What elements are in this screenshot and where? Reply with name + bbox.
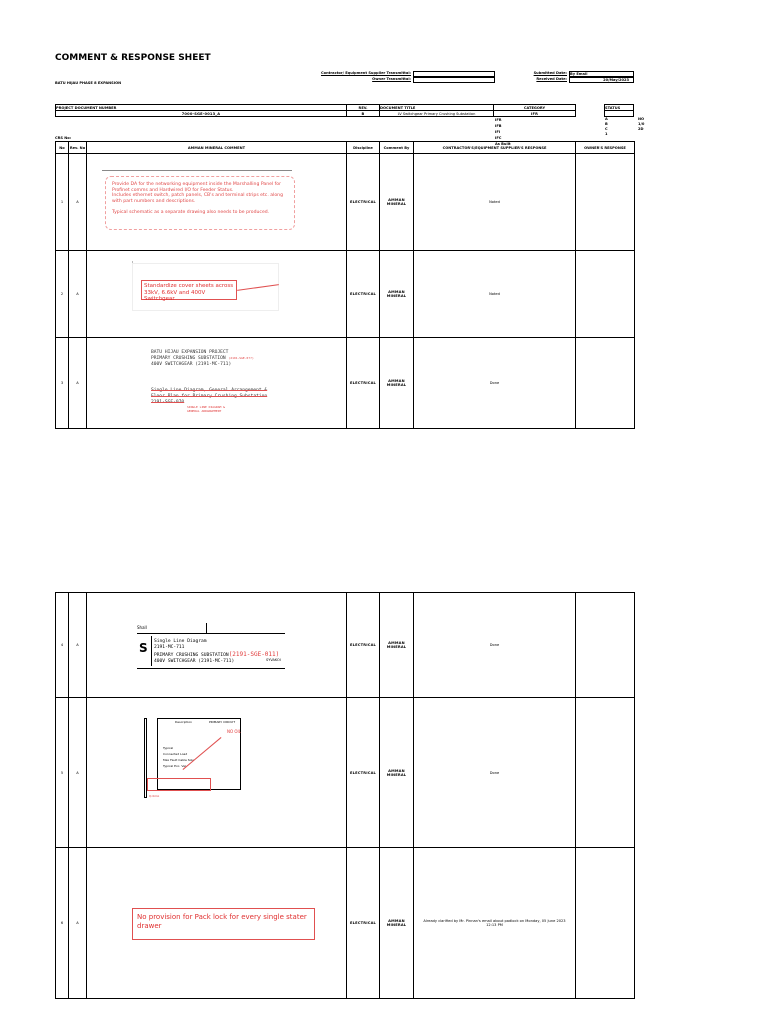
comment-text: Typical schematic as a separate drawing also needs to be produced. [112, 209, 270, 215]
comment-text: S [139, 641, 148, 655]
sheet-title: COMMENT & RESPONSE SHEET [55, 53, 211, 63]
category-option: IFC [495, 136, 502, 140]
comment-markup [132, 908, 315, 940]
row-response[interactable]: Noted [414, 251, 576, 338]
comment-table-page2 [55, 592, 635, 999]
comment-table-page1 [55, 141, 635, 429]
row-no: 1 [56, 154, 69, 251]
row-rev: A [69, 848, 87, 999]
doc-title: LV Switchgear Primary Crushing Substation [380, 111, 494, 117]
status-meaning: 1/0 [638, 122, 645, 126]
row-response[interactable]: Noted [414, 154, 576, 251]
doc-title-label: DOCUMENT TITLE [380, 105, 494, 111]
comment-text: SYVAKOI [266, 658, 281, 662]
status-options [605, 117, 645, 137]
comment-text: Connected Load [163, 752, 188, 756]
comment-text: 33kV, 6.6kV and 400V Switchgear [144, 289, 206, 303]
crs-number-label: CRS No: [55, 136, 72, 140]
comment-markup-text: NO OIL [227, 729, 241, 734]
row-rev: A [69, 251, 87, 338]
status-table [604, 104, 634, 117]
owner-transmittal-label: Owner Transmittal: [372, 77, 411, 81]
category-option: IFI [495, 130, 501, 134]
comment-markup-text: GENERAL ARRANGEMENT [187, 408, 222, 413]
header-discipline: Discipline [347, 142, 380, 154]
row-discipline: ELECTRICAL [347, 698, 380, 848]
owner-transmittal-field[interactable] [413, 77, 495, 83]
comment-markup-text: (2191-SGE-011) [228, 650, 280, 658]
comment-cell [87, 593, 347, 698]
row-comment-by: AMMAN MINERAL [380, 848, 414, 999]
row-owner-response[interactable] [576, 848, 635, 999]
comment-text: 2191-SGE-070 [151, 399, 185, 405]
doc-rev: B [347, 111, 380, 117]
status-code: B [605, 122, 608, 126]
row-owner-response[interactable] [576, 154, 635, 251]
status-label: STATUS [605, 105, 634, 111]
comment-cell [87, 698, 347, 848]
row-discipline: ELECTRICAL [347, 593, 380, 698]
comment-text: Typical Exc. Val [163, 764, 186, 768]
row-rev: A [69, 154, 87, 251]
comment-text: 400V SWITCHGEAR (2191-MC-711) [151, 361, 232, 367]
received-date-label: Received Date: [536, 77, 567, 81]
doc-number-label: PROJECT DOCUMENT NUMBER [56, 105, 347, 111]
comment-text: PRIMARY CRUSHING SUBSTATION [151, 355, 226, 361]
row-owner-response[interactable] [576, 251, 635, 338]
comment-text: Shall [137, 625, 147, 630]
row-rev: A [69, 593, 87, 698]
status-code: C [605, 127, 608, 131]
comment-markup [141, 280, 237, 303]
row-no: 4 [56, 593, 69, 698]
header-comment: AMMAN MINERAL COMMENT [87, 142, 347, 154]
comment-cloud [105, 176, 295, 230]
row-response[interactable]: Done [414, 593, 576, 698]
status-meaning: NO [638, 117, 645, 121]
comment-markup-text: SINGLE LINE DIAGRAM & [187, 405, 225, 409]
category-label: CATEGORY [494, 105, 576, 111]
row-response[interactable]: Done [414, 698, 576, 848]
comment-text: Provide DA for the networking equipment inside the Marshalling Panel for Profinet comms and Hardwired I/O for Feeder Status. [112, 182, 281, 193]
comment-text: No provision for Pack lock for every single stater drawer [137, 913, 307, 931]
header-no: No [56, 142, 69, 154]
category-option: IFB [495, 124, 502, 128]
row-discipline: ELECTRICAL [347, 154, 380, 251]
header-owner-response: OWNER'S RESPONSE [576, 142, 635, 154]
doc-category[interactable]: IFR [494, 111, 576, 117]
row-owner-response[interactable] [576, 593, 635, 698]
row-discipline: ELECTRICAL [347, 338, 380, 429]
category-option: IFR [495, 118, 502, 122]
comment-text: PRIMARY CRUSHING SUBSTATION [154, 652, 229, 658]
comment-text: Description [175, 720, 193, 724]
row-no: 2 [56, 251, 69, 338]
comment-text: Standardize cover sheets across [144, 283, 234, 289]
document-info-table [55, 104, 576, 117]
row-discipline: ELECTRICAL [347, 251, 380, 338]
comment-cell [87, 251, 347, 338]
comment-text: Floor Plan for Primary Crushing Substation [151, 393, 268, 399]
comment-text: Max Fault Cable Size [163, 758, 194, 762]
header-contractor-response: CONTRACTOR'S/EQUIPMENT SUPPLIER'S RESPONSE [414, 142, 576, 154]
project-subtitle: BATU HIJAU PHASE 8 EXPANSION [55, 81, 122, 85]
comment-text: Includes ethernet switch, patch panels, CB's and terminal strips etc. along with part numbers and descriptions. [112, 193, 283, 205]
row-comment-by: AMMAN MINERAL [380, 593, 414, 698]
comment-cell [87, 848, 347, 999]
comment-markup-text: Q.0mA [149, 794, 160, 798]
table-row [56, 251, 635, 338]
comment-text: BATU HIJAU EXPANSION PROJECT [151, 350, 229, 355]
comment-text: Single Line Diagram [154, 639, 207, 644]
row-comment-by: AMMAN MINERAL [380, 154, 414, 251]
status-field[interactable] [605, 111, 634, 117]
table-row [56, 154, 635, 251]
table-row [56, 848, 635, 999]
comment-cell [87, 338, 347, 429]
status-code: A [605, 117, 608, 121]
row-no: 3 [56, 338, 69, 429]
comment-text: 2191-MC-711 [154, 644, 185, 650]
status-meaning: 2D [638, 127, 644, 131]
table-row [56, 338, 635, 429]
received-date-field[interactable]: 20/May/2023 [569, 77, 634, 83]
row-rev: A [69, 698, 87, 848]
submitted-date-field[interactable]: By Email [569, 71, 634, 77]
comment-text: Single Line Diagram, General Arrangement & [151, 388, 268, 393]
comment-text: Typical [163, 746, 174, 750]
row-discipline: ELECTRICAL [347, 848, 380, 999]
header-comment-by: Comment By [380, 142, 414, 154]
header-rev: Rev. No [69, 142, 87, 154]
comment-text: PRIMARY CIRCUIT [209, 720, 236, 724]
doc-number: 7000-SGE-0013_A [56, 111, 347, 117]
contractor-transmittal-label: Contractor/ Equipment Supplier Transmittal: [320, 71, 411, 75]
rev-label: REV. [347, 105, 380, 111]
table-row [56, 698, 635, 848]
submitted-date-label: Submitted Date: [533, 71, 567, 75]
row-owner-response[interactable] [576, 338, 635, 429]
table-row [56, 593, 635, 698]
row-response[interactable]: Done [414, 338, 576, 429]
comment-markup-text: (2191-SGE-0??) [228, 355, 254, 360]
row-comment-by: AMMAN MINERAL [380, 338, 414, 429]
row-owner-response[interactable] [576, 698, 635, 848]
row-no: 5 [56, 698, 69, 848]
row-rev: A [69, 338, 87, 429]
status-code: 1 [605, 132, 608, 136]
row-comment-by: AMMAN MINERAL [380, 698, 414, 848]
comment-text: 400V SWITCHGEAR (2191-MC-711) [154, 658, 235, 664]
comment-cell [87, 154, 347, 251]
row-no: 6 [56, 848, 69, 999]
row-comment-by: AMMAN MINERAL [380, 251, 414, 338]
row-response[interactable]: Already clarified by Mr. Pinnan's email about padlock on Monday, 05 June 2023 12:13 PM [414, 848, 576, 999]
category-option: As Built [495, 142, 511, 146]
